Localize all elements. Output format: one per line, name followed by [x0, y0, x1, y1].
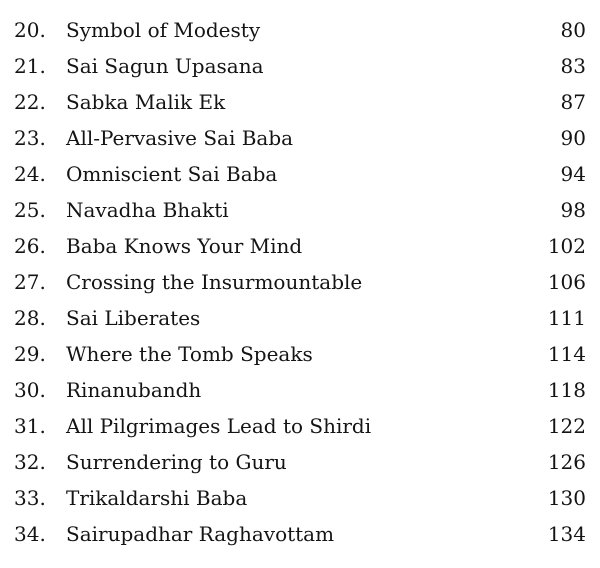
chapter-number: 25. — [14, 198, 46, 222]
page-number: 130 — [547, 486, 586, 510]
chapter-title: Symbol of Modesty — [66, 18, 261, 42]
toc-row — [0, 228, 600, 264]
chapter-number: 27. — [14, 270, 46, 294]
chapter-number: 26. — [14, 234, 46, 258]
chapter-title: Sai Sagun Upasana — [66, 54, 264, 78]
page-number: 90 — [560, 126, 586, 150]
toc-row — [0, 336, 600, 372]
toc-row — [0, 120, 600, 156]
table-of-contents — [0, 12, 600, 552]
chapter-number: 23. — [14, 126, 46, 150]
page-number: 118 — [547, 378, 586, 402]
chapter-title: All Pilgrimages Lead to Shirdi — [66, 414, 372, 438]
toc-row — [0, 372, 600, 408]
page-number: 83 — [560, 54, 586, 78]
chapter-title: Navadha Bhakti — [66, 198, 229, 222]
chapter-number: 29. — [14, 342, 46, 366]
chapter-title: Trikaldarshi Baba — [66, 486, 248, 510]
chapter-title: Sabka Malik Ek — [66, 90, 226, 114]
toc-row — [0, 192, 600, 228]
chapter-title: Sai Liberates — [66, 306, 201, 330]
toc-row — [0, 408, 600, 444]
chapter-title: Where the Tomb Speaks — [66, 342, 313, 366]
page-number: 126 — [547, 450, 586, 474]
toc-row — [0, 516, 600, 552]
chapter-number: 34. — [14, 522, 46, 546]
page-number: 122 — [547, 414, 586, 438]
chapter-title: Omniscient Sai Baba — [66, 162, 278, 186]
chapter-number: 28. — [14, 306, 46, 330]
chapter-title: All-Pervasive Sai Baba — [66, 126, 294, 150]
toc-row — [0, 264, 600, 300]
toc-row — [0, 12, 600, 48]
chapter-title: Crossing the Insurmountable — [66, 270, 363, 294]
page-number: 114 — [547, 342, 586, 366]
page-number: 106 — [547, 270, 586, 294]
chapter-number: 32. — [14, 450, 46, 474]
toc-row — [0, 48, 600, 84]
chapter-title: Rinanubandh — [66, 378, 202, 402]
toc-row — [0, 300, 600, 336]
chapter-title: Surrendering to Guru — [66, 450, 287, 474]
chapter-number: 21. — [14, 54, 46, 78]
chapter-number: 30. — [14, 378, 46, 402]
page-number: 102 — [547, 234, 586, 258]
toc-row — [0, 444, 600, 480]
chapter-number: 22. — [14, 90, 46, 114]
page-number: 87 — [560, 90, 586, 114]
toc-row — [0, 84, 600, 120]
chapter-number: 31. — [14, 414, 46, 438]
page-number: 80 — [560, 18, 586, 42]
chapter-title: Baba Knows Your Mind — [66, 234, 303, 258]
toc-row — [0, 480, 600, 516]
chapter-title: Sairupadhar Raghavottam — [66, 522, 335, 546]
page-number: 134 — [547, 522, 586, 546]
page-number: 98 — [560, 198, 586, 222]
chapter-number: 20. — [14, 18, 46, 42]
chapter-number: 33. — [14, 486, 46, 510]
page-number: 111 — [547, 306, 586, 330]
toc-row — [0, 156, 600, 192]
chapter-number: 24. — [14, 162, 46, 186]
page-number: 94 — [560, 162, 586, 186]
